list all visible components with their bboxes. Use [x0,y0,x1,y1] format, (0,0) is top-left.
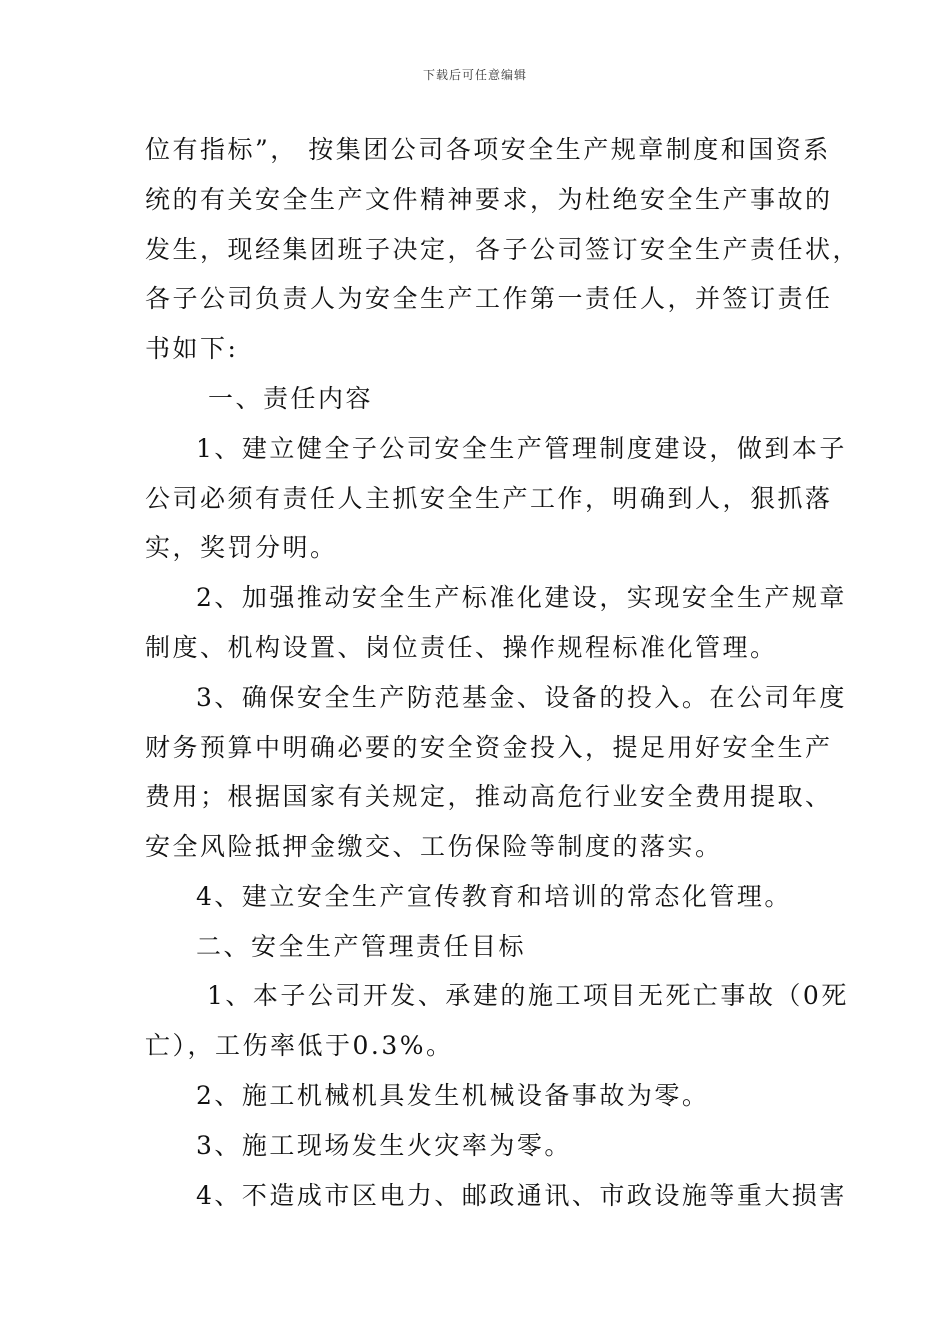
section-heading: 一、责任内容 [208,384,374,413]
paragraph-line: 安全风险抵押金缴交、工伤保险等制度的落实。 [145,832,723,861]
paragraph-line: 4、建立安全生产宣传教育和培训的常态化管理。 [196,882,792,911]
paragraph-line: 4、不造成市区电力、邮政通讯、市政设施等重大损害 [196,1181,847,1210]
paragraph-line: 1、本子公司开发、承建的施工项目无死亡事故（0死 [207,981,849,1010]
paragraph-line: 制度、机构设置、岗位责任、操作规程标准化管理。 [145,633,778,662]
header-note: 下载后可任意编辑 [422,68,527,82]
paragraph-line: 费用；根据国家有关规定，推动高危行业安全费用提取、 [145,782,833,811]
paragraph-line: 财务预算中明确必要的安全资金投入，提足用好安全生产 [145,733,833,762]
paragraph-line: 2、加强推动安全生产标准化建设，实现安全生产规章 [196,583,847,612]
paragraph-line: 位有指标”， 按集团公司各项安全生产规章制度和国资系 [145,135,831,164]
paragraph-line: 3、确保安全生产防范基金、设备的投入。在公司年度 [196,683,847,712]
paragraph-line: 发生，现经集团班子决定，各子公司签订安全生产责任状， [145,235,861,264]
paragraph-line: 统的有关安全生产文件精神要求，为杜绝安全生产事故的 [145,185,833,214]
paragraph-line: 亡），工伤率低于0.3%。 [145,1031,454,1060]
paragraph-line: 1、建立健全子公司安全生产管理制度建设，做到本子 [196,434,847,463]
paragraph-line: 书如下: [145,334,239,363]
paragraph-line: 公司必须有责任人主抓安全生产工作，明确到人，狠抓落 [145,484,833,513]
paragraph-line: 实，奖罚分明。 [145,533,338,562]
paragraph-line: 2、施工机械机具发生机械设备事故为零。 [196,1081,710,1110]
section-heading: 二、安全生产管理责任目标 [196,932,527,961]
paragraph-line: 3、施工现场发生火灾率为零。 [196,1131,572,1160]
paragraph-line: 各子公司负责人为安全生产工作第一责任人，并签订责任 [145,284,833,313]
